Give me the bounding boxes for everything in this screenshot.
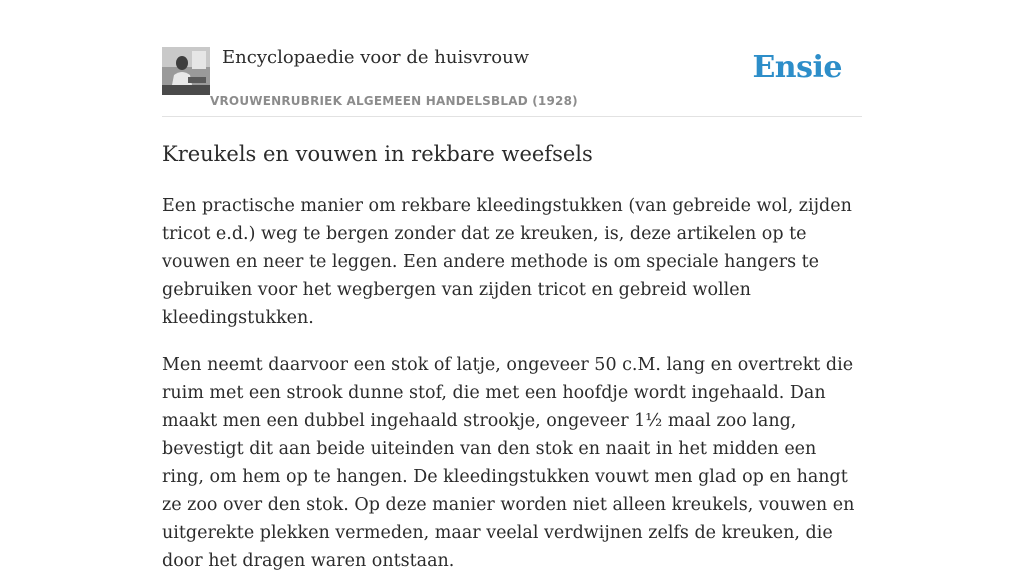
site-header <box>162 46 862 117</box>
site-title[interactable]: Encyclopaedie voor de huisvrouw <box>222 47 530 68</box>
article-title: Kreukels en vouwen in rekbare weefsels <box>162 142 593 166</box>
article-paragraph: Men neemt daarvoor een stok of latje, ongeveer 50 c.M. lang en overtrekt die ruim met een strook dunne stof, die met een hoofdje wordt ingehaald. Dan maakt men een dubbel ingehaald strookje, ongeveer 1½ maal zoo lang, bevestigt dit aan beide uiteinden van den stok en naait in het midden een ring, om hem op te hangen. De kleedingstukken vouwt men glad op en hangt ze zoo over den stok. Op deze manier worden niet alleen kreukels, vouwen en uitgerekte plekken vermeden, maar veelal verdwijnen zelfs de kreuken, die door het dragen waren ontstaan. <box>162 355 855 571</box>
brand-logo[interactable]: Ensie <box>752 50 842 85</box>
author-avatar[interactable] <box>162 47 210 95</box>
site-subtitle: VROUWENRUBRIEK ALGEMEEN HANDELSBLAD (1928) <box>210 94 578 108</box>
author-photo-icon <box>162 47 210 95</box>
article-paragraph: Een practische manier om rekbare kleedingstukken (van gebreide wol, zijden tricot e.d.) weg te bergen zonder dat ze kreuken, is, deze artikelen op te vouwen en neer te leggen. Een andere methode is om speciale hangers te gebruiken voor het wegbergen van zijden tricot en gebreid wollen kleedingstukken. <box>162 196 852 328</box>
article <box>162 138 862 575</box>
